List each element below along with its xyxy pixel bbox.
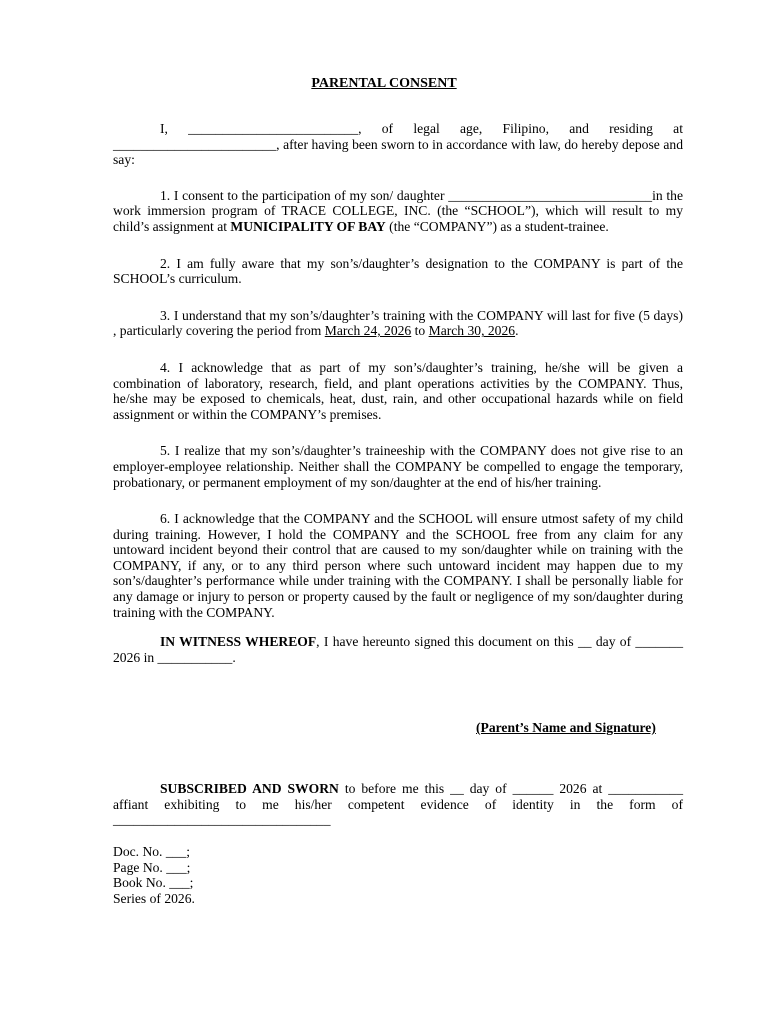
p2-text: 2. I am fully aware that my son’s/daughter’s designation to the COMPANY is part of the SCHOOL’s curriculum.: [113, 255, 683, 287]
intro-paragraph: [113, 121, 683, 168]
p3-text-end: .: [515, 323, 519, 339]
intro-text: I, _________________________, of legal age, Filipino, and residing at ________________________, after having been sworn to in accordance with law, do hereby depose and say:: [113, 121, 683, 168]
p1-text-c: (the “COMPANY”) as a student-trainee.: [385, 218, 609, 234]
document-title: PARENTAL CONSENT: [311, 76, 457, 91]
end-date: March 30, 2026: [428, 323, 516, 339]
jurat-heading: SUBSCRIBED AND SWORN: [160, 781, 339, 796]
p6-text: 6. I acknowledge that the COMPANY and the SCHOOL will ensure utmost safety of my child during training. However, I hold the COMPANY and the SCHOOL free from any claim for any untoward incident beyond their control that are caused to my son/daughter while on training with the COMPANY, if any, or to any third person where such untoward incident may happen due to my son’s/daughter’s performance while under training with the COMPANY. I shall be personally liable for any damage or injury to person or property caused by the fault or negligence of my son/daughter during training with the COMPANY.: [113, 511, 683, 620]
doc-number: Doc. No. ___;: [113, 844, 191, 859]
page-number: Page No. ___;: [113, 859, 191, 875]
paragraph-3: [113, 308, 683, 339]
paragraph-5: [113, 443, 683, 490]
jurat-paragraph: [113, 781, 683, 828]
witness-text: , I have hereunto signed this document on this __ day of _______ 2026 in ___________.: [113, 634, 683, 665]
paragraph-4: [113, 360, 683, 422]
p5-text: 5. I realize that my son’s/daughter’s traineeship with the COMPANY does not give rise to an employer-employee relationship. Neither shall the COMPANY be compelled to engage the temporary, probationary, or permanent employment of my son/daughter at the end of his/her training.: [113, 443, 683, 490]
p3-text-mid: to: [411, 323, 429, 339]
document-body: [113, 121, 683, 665]
company-name: MUNICIPALITY OF BAY: [230, 218, 386, 234]
paragraph-1: [113, 188, 683, 235]
notary-block: [113, 844, 195, 906]
book-number: Book No. ___;: [113, 875, 194, 891]
series-year: Series of 2026.: [113, 890, 195, 906]
p4-text: 4. I acknowledge that as part of my son’s/daughter’s training, he/she will be given a combination of laboratory, research, field, and plant operations activities by the COMPANY. Thus, he/she may be exposed to chemicals, heat, dust, rain, and other occupational hazards while on field assignment or within the COMPANY’s premises.: [113, 359, 683, 422]
start-date: March 24, 2026: [324, 323, 412, 339]
witness-paragraph: [113, 634, 683, 665]
p1-text-a: 1. I consent to the participation of my son/ daughter ______________________________in the work immersion program of TRACE COLLEGE, INC. (the “SCHOOL”), which will result to my child’s assignment at: [113, 187, 683, 234]
p3-text-a: 3. I understand that my son’s/daughter’s training with the COMPANY will last for five (5 days) , particularly covering the period from: [113, 307, 683, 339]
jurat-text: to before me this __ day of ______ 2026 at ___________ affiant exhibiting to me his/her competent evidence of identity in the form of ________________________________: [113, 781, 683, 828]
witness-heading: IN WITNESS WHEREOF: [160, 634, 317, 650]
paragraph-6: [113, 511, 683, 620]
paragraph-2: [113, 256, 683, 287]
signature-label: (Parent’s Name and Signature): [476, 720, 656, 735]
